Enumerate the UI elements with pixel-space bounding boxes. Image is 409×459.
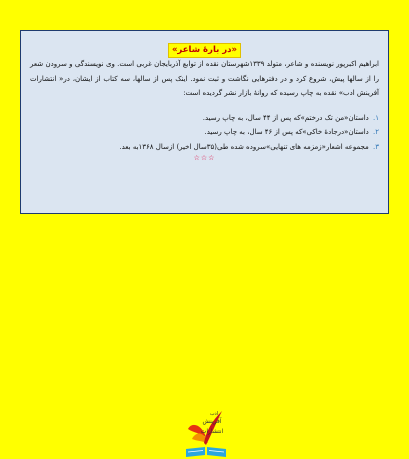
work-number: ۱.: [373, 113, 379, 122]
section-title: «در بارهٔ شاعر»: [168, 43, 241, 58]
stars-decoration: ☆☆☆: [193, 154, 216, 162]
work-item-2: [30, 125, 379, 140]
works-list: [30, 111, 379, 155]
work-text: داستان«درجادهٔ خاکی»که پس از ۴۶ سال، به چاپ رسید.: [204, 128, 369, 136]
logo-word-entesharat: انتشارات: [200, 428, 224, 435]
work-item-1: [30, 111, 379, 126]
work-number: ۳.: [373, 142, 379, 151]
work-text: داستان«من تک درختم»که پس از ۴۴ سال، به چاپ رسید.: [202, 113, 369, 122]
work-item-3: [30, 140, 379, 155]
logo-word-adab: ادب: [209, 411, 219, 417]
publisher-logo: [182, 403, 230, 459]
work-number: ۲.: [373, 128, 379, 136]
title-wrapper: [30, 37, 379, 53]
work-text: مجموعه اشعار«زمزمه های تنهایی»سروده شده طی(۳۵سال اخیر) ازسال ۱۳۶۸به بعد.: [119, 142, 369, 151]
intro-paragraph: ابراهیم اکبرپور نویسنده و شاعر، متولد ۱۳۳۹شهرستان نقده از توابع آذربایجان غربی است. وی نویسندگی و سرودن شعر را از سالها پیش، شروع کرد و در دفترهایی نگاشت و ثبت نمود. اینک پس از سالها، سه کتاب از ایشان، در« انتشارات آفرینش ادب» نقده به چاپ رسیده که روانهٔ بازار نشر گردیده است:: [30, 60, 379, 97]
logo-word-afarinesh: آفرینش: [202, 418, 222, 425]
about-poet-box: [20, 30, 389, 214]
